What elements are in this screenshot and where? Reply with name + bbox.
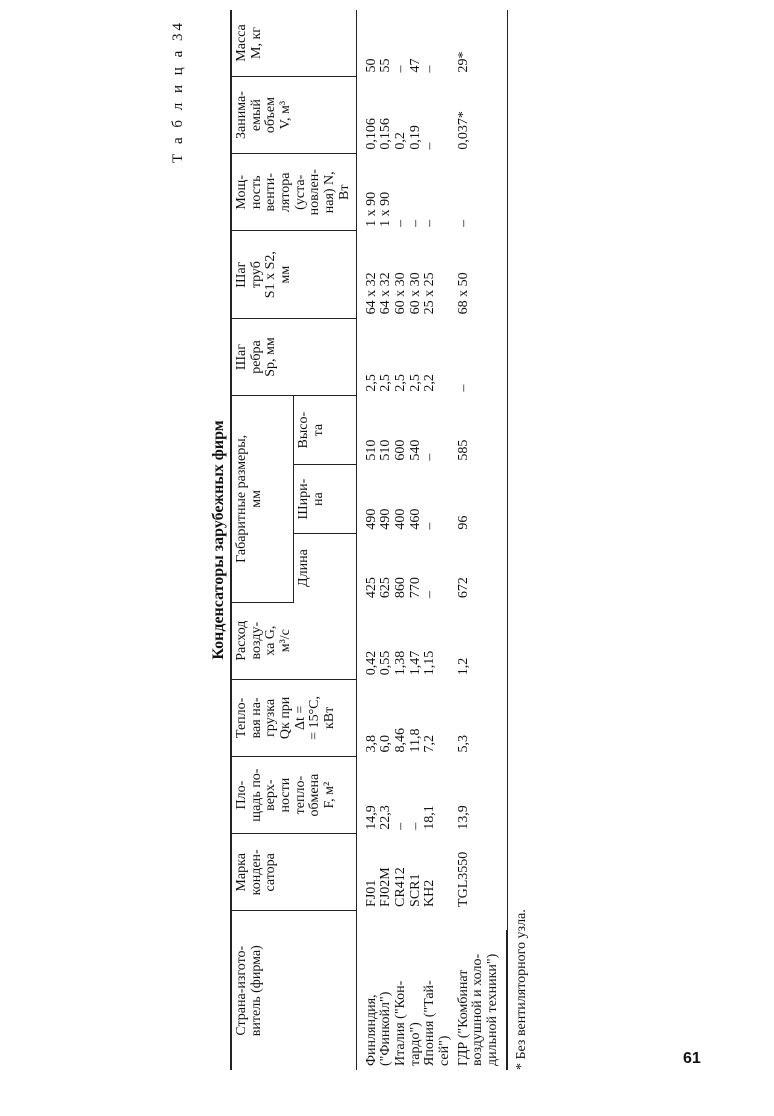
- cell-fan-power: –: [455, 154, 508, 231]
- cell-mass: 29*: [455, 10, 508, 76]
- cell-area: 14,9 22,3 – – 18,1: [363, 805, 438, 830]
- cell-country: Финляндия, ("Финкойл") Италия ("Кон- тардо") Япония ("Тай- сей"): [363, 980, 452, 1066]
- table-title: Конденсаторы зарубежных фирм: [210, 420, 227, 660]
- cell-width: 490 490 400 460 –: [363, 508, 438, 530]
- footnote-rule: [506, 930, 507, 1070]
- cell-area: 13,9: [455, 757, 508, 834]
- cell-fin-pitch: 2,5 2,5 2,5 2,5 2,2: [363, 374, 438, 392]
- cell-brand: TGL3550: [455, 834, 508, 911]
- cell-tube-pitch: 64 x 32 64 x 32 60 x 30 60 x 30 25 x 25: [363, 272, 438, 315]
- cell-country: ГДР ("Комбинат воздушной и холо- дильной техники"): [455, 911, 508, 1070]
- header-height: Высо- та: [294, 396, 356, 465]
- header-fin-pitch: Шаг ребра Sр, мм: [231, 318, 356, 395]
- header-heat-load: Тепло- вая на- грузка Qк при Δt = = 15°С, кВт: [231, 679, 356, 756]
- cell-airflow: 1,2: [455, 602, 508, 679]
- header-brand: Марка конден- сатора: [231, 834, 356, 911]
- header-dimensions: Габаритные размеры, мм: [231, 396, 294, 602]
- header-area: Пло- щадь по- верх- ности тепло- обмена F, м²: [231, 757, 356, 834]
- cell-length: 672: [455, 534, 508, 602]
- cell-brand: FJ01 FJ02M CR412 SCR1 KH2: [363, 867, 438, 907]
- table-label: Т а б л и ц а 34: [170, 20, 186, 163]
- condensers-table: [230, 10, 508, 1070]
- cell-mass: 50 55 – 47 –: [363, 58, 438, 73]
- header-mass: Масса M, кг: [231, 10, 356, 76]
- page-number: 61: [683, 1050, 701, 1067]
- cell-fin-pitch: –: [455, 318, 508, 395]
- cell-height: 585: [455, 396, 508, 465]
- rotated-table-page: [20, 10, 720, 1070]
- cell-height: 510 510 600 540 –: [363, 439, 438, 461]
- header-tube-pitch: Шаг труб S1 x S2, мм: [231, 231, 356, 319]
- table-row: [455, 10, 508, 1070]
- footnote: * Без вентиляторного узла.: [514, 909, 529, 1070]
- cell-length: 425 625 860 770 –: [363, 577, 438, 599]
- table-row: [356, 10, 455, 1070]
- cell-volume: 0,106 0,156 0,2 0,19 –: [363, 118, 438, 150]
- cell-airflow: 0,42 0,55 1,38 1,47 1,15: [363, 650, 438, 676]
- cell-fan-power: 1 x 90 1 x 90 – – –: [363, 191, 438, 227]
- cell-width: 96: [455, 465, 508, 534]
- header-length: Длина: [294, 534, 356, 602]
- cell-tube-pitch: 68 x 50: [455, 231, 508, 319]
- header-airflow: Расход возду- ха G, м³/с: [231, 602, 356, 679]
- header-width: Шири- на: [294, 465, 356, 534]
- cell-volume: 0,037*: [455, 76, 508, 153]
- header-country: Страна-изгото- витель (фирма): [231, 911, 356, 1070]
- header-volume: Занима- емый объем V, м³: [231, 76, 356, 153]
- cell-heat: 3,8 6,0 8,46 11,8 7,2: [363, 728, 438, 753]
- header-fan-power: Мощ- ность венти- лятора (уста- новлен- ная) N, Вт: [231, 154, 356, 231]
- cell-heat: 5,3: [455, 679, 508, 756]
